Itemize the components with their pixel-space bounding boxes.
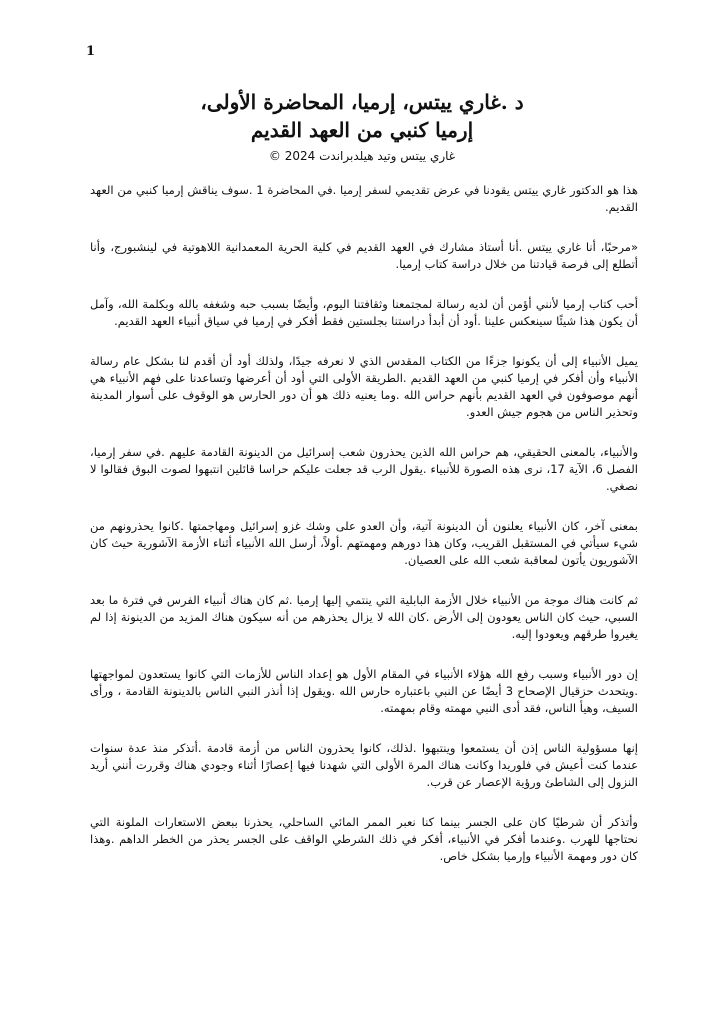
page-number: 1: [86, 44, 96, 59]
paragraph-9: إنها مسؤولية الناس إذن أن يستمعوا وينتبهوا .لذلك، كانوا يحذرون الناس من أزمة قادمة .أتذكر منذ عدة سنوات عندما كنت أعيش في فلوريدا وكانت هناك المرة الأولى التي شهدنا فيها إعصارًا أثناء وجودي هناك وقررت أنني أريد النزول إلى الشاطئ ورؤية الإعصار عن قرب.: [90, 741, 638, 789]
paragraph-3: أحب كتاب إرميا لأنني أؤمن أن لديه رسالة لمجتمعنا وثقافتنا اليوم، وأيضًا بسبب حبه وشغفه بالله وبكلمة الله، وآمل أن يكون هذا شيئًا سينعكس علينا .أود أن أبدأ دراستنا بجلستين فقط أفكر في إرميا في سياق أنبياء العهد القديم.: [90, 297, 638, 328]
document-body: [90, 182, 638, 888]
paragraph-7: ثم كانت هناك موجة من الأنبياء خلال الأزمة البابلية التي ينتمي إليها إرميا .ثم كان هناك أنبياء الفرس في فترة ما بعد السبي، حيث كان الناس يعودون إلى الأرض .كان الله لا يزال يحذرهم من أنه سيكون هناك المزيد من الدينونة إذا لم يغيروا طرقهم ويعودوا إليه.: [90, 593, 638, 641]
paragraph-10: وأتذكر أن شرطيًا كان على الجسر بينما كنا نعبر الممر المائي الساحلي، يحذرنا ببعض الاستعارات الملونة التي نحتاجها للهرب .وعندما أفكر في الأنبياء، أفكر في ذلك الشرطي الواقف على الجسر يحذر من الخطر الداهم .وهذا كان دور ومهمة الأنبياء وإرميا بشكل خاص.: [90, 815, 638, 863]
paragraph-1: هذا هو الدكتور غاري ييتس يقودنا في عرض تقديمي لسفر إرميا .في المحاضرة 1 .سوف يناقش إرميا كنبي من العهد القديم.: [90, 183, 638, 214]
document-header: [60, 88, 664, 164]
paragraph-5: والأنبياء، بالمعنى الحقيقي، هم حراس الله الذين يحذرون شعب إسرائيل من الدينونة القادمة عليهم .في سفر إرميا، الفصل 6، الآية 17، نرى هذه الصورة للأنبياء .يقول الرب قد جعلت عليكم حراسا قائلين انتبهوا لصوت البوق فقالوا لا نصغي.: [90, 445, 638, 493]
paragraph-4: يميل الأنبياء إلى أن يكونوا جزءًا من الكتاب المقدس الذي لا نعرفه جيدًا، ولذلك أود أن أقدم لنا بشكل عام رسالة الأنبياء وأن أفكر في إرميا كنبي من العهد القديم .الطريقة الأولى التي أود أن أعرضها وتساعدنا على فهم الأنبياء هي أنهم موصوفون في العهد القديم بأنهم حراس الله .وما يعنيه ذلك هو أن دور الحارس هو الوقوف على أسوار المدينة وتحذير الناس من هجوم جيش العدو.: [90, 354, 638, 419]
copyright-line: غاري ييتس وتيد هيلدبراندت 2024 ©: [268, 149, 456, 163]
paragraph-2: «مرحبًا، أنا غاري ييتس .أنا أستاذ مشارك في العهد القديم في كلية الحرية المعمدانية اللاهوتية في لينشبورج، وأنا أتطلع إلى فرصة قيادتنا من خلال دراسة كتاب إرميا.: [90, 240, 638, 271]
title-line-1: د .غاري ييتس، إرميا، المحاضرة الأولى،: [200, 90, 524, 114]
paragraph-8: إن دور الأنبياء وسبب رفع الله هؤلاء الأنبياء في المقام الأول هو إعداد الناس للأزمات التي كانوا يستعدون لمواجهتها .ويتحدث حزقيال الإصحاح 3 أيضًا عن النبي باعتباره حارس الله .ويقول إذا أنذر النبي الناس بالدينونة القادمة ، ورأى السيف، وهيأ الناس، فقد أدى النبي مهمته وقام بمهمته.: [90, 667, 638, 715]
title-line-2: إرميا كنبي من العهد القديم: [250, 118, 474, 142]
paragraph-6: بمعنى آخر، كان الأنبياء يعلنون أن الدينونة آتية، وأن العدو على وشك غزو إسرائيل ومهاجمتها .كانوا يحذرونهم من شيء سيأتي في المستقبل القريب، وكان هذا دورهم ومهمتهم .أولاً، أرسل الله الأنبياء أثناء الأزمة الآشورية حيث كان الآشوريون يأتون لمعاقبة شعب الله على العصيان.: [90, 519, 638, 567]
